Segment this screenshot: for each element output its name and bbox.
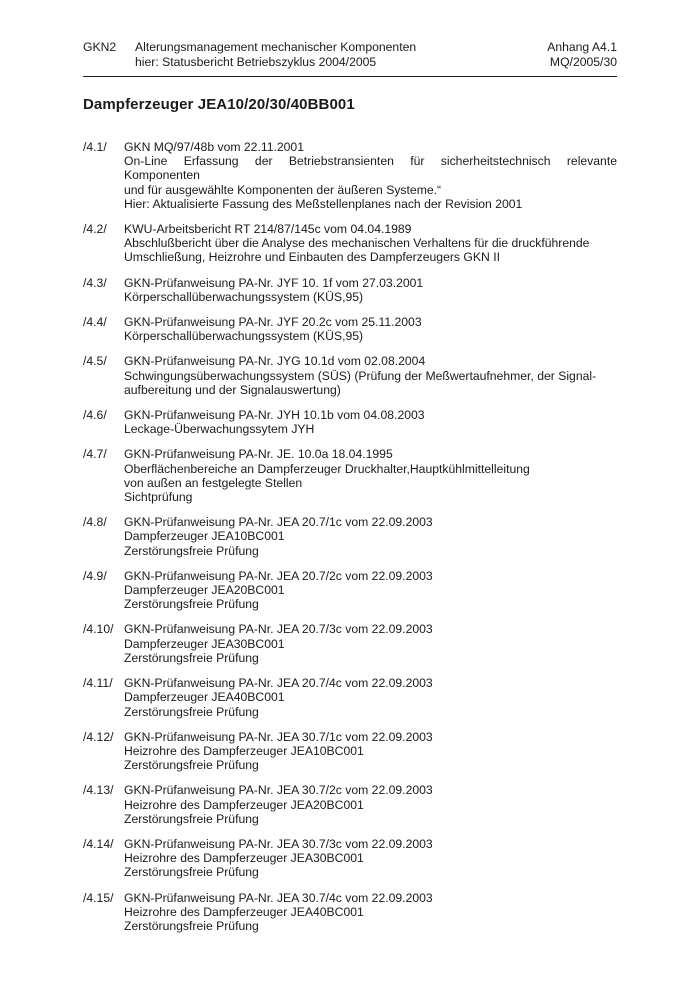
header-annex: Anhang A4.1 xyxy=(547,40,617,54)
reference-line: Körperschallüberwachungssystem (KÜS,95) xyxy=(124,329,364,344)
reference-list xyxy=(83,140,617,933)
reference-item xyxy=(83,515,617,558)
reference-id: /4.8/ xyxy=(83,515,107,530)
reference-id: /4.1/ xyxy=(83,140,107,154)
reference-line: Zerstörungsfreie Prüfung xyxy=(124,758,259,773)
reference-item xyxy=(83,354,617,397)
reference-item xyxy=(83,569,617,612)
reference-item xyxy=(83,730,617,773)
reference-line: Dampferzeuger JEA10BC001 xyxy=(124,529,285,544)
reference-body xyxy=(124,891,617,934)
plant-code: GKN2 xyxy=(83,40,117,54)
reference-line: Dampferzeuger JEA20BC001 xyxy=(124,583,285,598)
reference-item xyxy=(83,447,617,504)
reference-id: /4.5/ xyxy=(83,354,107,369)
reference-item xyxy=(83,222,617,265)
reference-id: /4.15/ xyxy=(83,890,114,905)
reference-body xyxy=(124,837,617,880)
reference-id: /4.9/ xyxy=(83,568,107,583)
reference-line: Zerstörungsfreie Prüfung xyxy=(124,543,259,558)
reference-line: Hier: Aktualisierte Fassung des Meßstellenplanes nach der Revision 2001 xyxy=(124,196,523,211)
reference-item xyxy=(83,676,617,719)
reference-body xyxy=(124,222,617,265)
reference-item xyxy=(83,783,617,826)
reference-body xyxy=(124,515,617,558)
reference-line: GKN-Prüfanweisung PA-Nr. JYF 10. 1f vom 27.03.2001 xyxy=(124,275,424,290)
reference-line: Umschließung, Heizrohre und Einbauten des Dampferzeugers GKN II xyxy=(124,250,500,265)
header-title-line1: Alterungsmanagement mechanischer Komponenten xyxy=(135,40,417,54)
reference-line: GKN-Prüfanweisung PA-Nr. JEA 30.7/2c vom 22.09.2003 xyxy=(124,783,433,798)
reference-item xyxy=(83,837,617,880)
page-content xyxy=(83,40,617,944)
reference-item xyxy=(83,315,617,343)
reference-id: /4.4/ xyxy=(83,315,107,330)
reference-line: GKN-Prüfanweisung PA-Nr. JYG 10.1d vom 02.08.2004 xyxy=(124,354,426,369)
reference-line: Körperschallüberwachungssystem (KÜS,95) xyxy=(124,289,364,304)
reference-line: KWU-Arbeitsbericht RT 214/87/145c vom 04.04.1989 xyxy=(124,222,412,237)
reference-line: Sichtprüfung xyxy=(124,490,193,505)
reference-line: GKN-Prüfanweisung PA-Nr. JEA 20.7/4c vom 22.09.2003 xyxy=(124,676,433,691)
reference-line: Schwingungsüberwachungssystem (SÜS) (Prüfung der Meßwertaufnehmer, der Signal- xyxy=(124,368,597,383)
reference-line: GKN-Prüfanweisung PA-Nr. JEA 30.7/1c vom 22.09.2003 xyxy=(124,729,433,744)
reference-line: Zerstörungsfreie Prüfung xyxy=(124,918,259,933)
reference-line: GKN-Prüfanweisung PA-Nr. JE. 10.0a 18.04.1995 xyxy=(124,447,393,462)
reference-line: Zerstörungsfreie Prüfung xyxy=(124,650,259,665)
reference-body xyxy=(124,730,617,773)
header-doc-number: MQ/2005/30 xyxy=(549,55,617,69)
reference-id: /4.3/ xyxy=(83,275,107,290)
reference-line: Zerstörungsfreie Prüfung xyxy=(124,811,259,826)
reference-id: /4.14/ xyxy=(83,836,114,851)
reference-line: Dampferzeuger JEA40BC001 xyxy=(124,690,285,705)
reference-body xyxy=(124,276,617,304)
header-title-block xyxy=(135,40,547,70)
header-title-line2: hier: Statusbericht Betriebszyklus 2004/2005 xyxy=(135,55,377,69)
reference-line: Zerstörungsfreie Prüfung xyxy=(124,597,259,612)
reference-body xyxy=(124,783,617,826)
reference-line: GKN-Prüfanweisung PA-Nr. JYF 20.2c vom 25.11.2003 xyxy=(124,315,422,330)
reference-line: von außen an festgelegte Stellen xyxy=(124,475,303,490)
reference-item xyxy=(83,140,617,211)
reference-id: /4.13/ xyxy=(83,783,114,798)
reference-line: On-Line Erfassung der Betriebstransienten für sicherheitstechnisch relevante Komponenten xyxy=(124,154,617,183)
reference-line: GKN-Prüfanweisung PA-Nr. JEA 20.7/1c vom 22.09.2003 xyxy=(124,515,433,530)
reference-line: Zerstörungsfreie Prüfung xyxy=(124,865,259,880)
reference-body xyxy=(124,315,617,343)
reference-id: /4.2/ xyxy=(83,222,107,237)
reference-line: GKN-Prüfanweisung PA-Nr. JEA 20.7/2c vom 22.09.2003 xyxy=(124,568,433,583)
reference-line: GKN-Prüfanweisung PA-Nr. JYH 10.1b vom 04.08.2003 xyxy=(124,408,425,423)
section-title: Dampferzeuger JEA10/20/30/40BB001 xyxy=(83,96,355,113)
reference-line: Zerstörungsfreie Prüfung xyxy=(124,704,259,719)
reference-line: GKN-Prüfanweisung PA-Nr. JEA 30.7/3c vom 22.09.2003 xyxy=(124,836,433,851)
reference-line: Heizrohre des Dampferzeuger JEA30BC001 xyxy=(124,851,364,866)
reference-item xyxy=(83,622,617,665)
reference-line: Leckage-Überwachungssytem JYH xyxy=(124,422,315,437)
reference-line: GKN MQ/97/48b vom 22.11.2001 xyxy=(124,140,304,154)
reference-body xyxy=(124,447,617,504)
reference-body xyxy=(124,676,617,719)
page-header xyxy=(83,40,617,77)
reference-line: GKN-Prüfanweisung PA-Nr. JEA 20.7/3c vom 22.09.2003 xyxy=(124,622,433,637)
reference-line: GKN-Prüfanweisung PA-Nr. JEA 30.7/4c vom 22.09.2003 xyxy=(124,890,433,905)
reference-body xyxy=(124,354,617,397)
reference-body xyxy=(124,408,617,436)
reference-body xyxy=(124,140,617,211)
reference-line: Heizrohre des Dampferzeuger JEA40BC001 xyxy=(124,904,364,919)
reference-id: /4.7/ xyxy=(83,447,107,462)
reference-id: /4.12/ xyxy=(83,729,114,744)
reference-line: Oberflächenbereiche an Dampferzeuger Druckhalter,Hauptkühlmittelleitung xyxy=(124,461,530,476)
reference-line: und für ausgewählte Komponenten der äußeren Systeme.“ xyxy=(124,182,442,197)
reference-line: Dampferzeuger JEA30BC001 xyxy=(124,636,285,651)
reference-item xyxy=(83,408,617,436)
reference-line: Abschlußbericht über die Analyse des mechanischen Verhaltens für die druckführende xyxy=(124,236,590,251)
reference-line: Heizrohre des Dampferzeuger JEA10BC001 xyxy=(124,743,364,758)
reference-body xyxy=(124,622,617,665)
header-reference-block xyxy=(547,40,617,70)
reference-item xyxy=(83,891,617,934)
reference-id: /4.6/ xyxy=(83,408,107,423)
reference-line: aufbereitung und der Signalauswertung) xyxy=(124,382,341,397)
reference-line: Heizrohre des Dampferzeuger JEA20BC001 xyxy=(124,797,364,812)
reference-body xyxy=(124,569,617,612)
reference-item xyxy=(83,276,617,304)
reference-id: /4.10/ xyxy=(83,622,114,637)
reference-id: /4.11/ xyxy=(83,676,113,691)
